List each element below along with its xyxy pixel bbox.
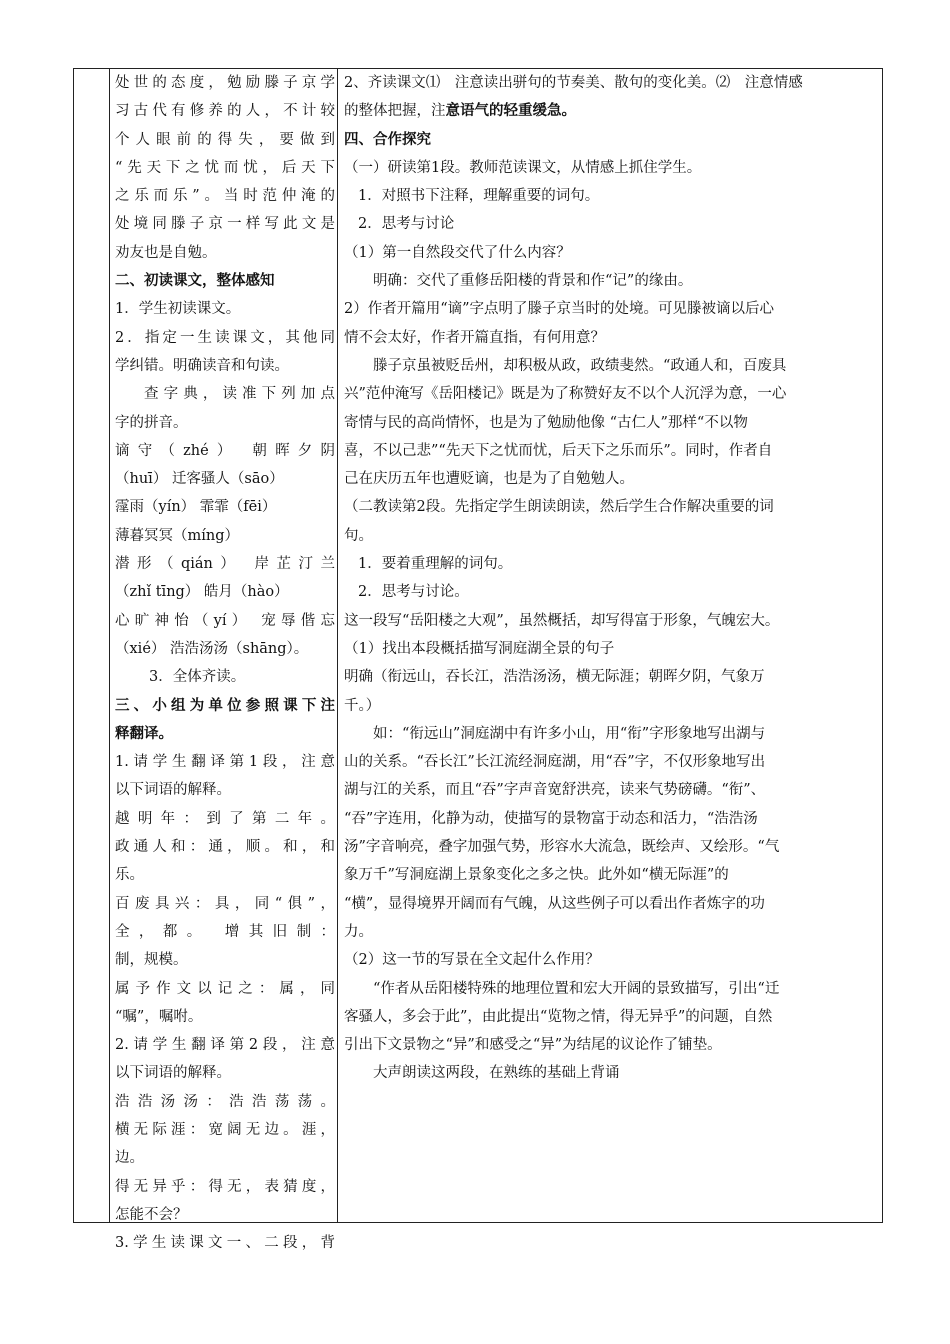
middle-column-line: 薄暮冥冥（míng） <box>115 527 240 544</box>
right-column-line: 湖与江的关系，而且“吞”字声音宽舒洪亮，读来气势磅礴。“衔”、 <box>344 782 766 799</box>
middle-column-line: 释翻译。 <box>115 724 173 742</box>
middle-column-line: （huī） 迁客骚人（sāo） <box>115 471 284 488</box>
middle-column-line: 边。 <box>115 1150 144 1167</box>
teaching-content-column <box>115 69 335 1252</box>
right-column-line: 己在庆历五年也遭贬谪，也是为了自勉勉人。 <box>344 471 634 488</box>
middle-column-line: 潜形（qián） 岸芷汀兰 <box>115 556 335 573</box>
right-column-line: 1．对照书下注释，理解重要的词句。 <box>358 188 600 205</box>
middle-column-line: 以下词语的解释。 <box>115 782 231 799</box>
right-column-line: 这一段写“岳阳楼之大观”，虽然概括，却写得富于形象，气魄宏大。 <box>344 612 780 629</box>
middle-column-line: 三、小组为单位参照课下注 <box>115 696 335 714</box>
middle-column-line: 怎能不会？ <box>115 1206 188 1223</box>
right-column-line: 明确：交代了重修岳阳楼的背景和作“记”的缘由。 <box>373 273 693 290</box>
middle-column-line: 1.请学生翻译第1段，注意 <box>115 754 335 771</box>
right-column-line: 1．要着重理解的词句。 <box>358 556 513 573</box>
right-column-line: （1）第一自然段交代了什么内容？ <box>344 244 571 261</box>
middle-column-line: 1．学生初读课文。 <box>115 301 241 318</box>
right-column-line: （二教读第2段。先指定学生朗读朗读，然后学生合作解决重要的词 <box>344 499 774 516</box>
middle-column-line: 习古代有修养的人，不计较 <box>115 103 335 120</box>
middle-column-line: “嘱”，嘱咐。 <box>115 1008 203 1025</box>
right-column-line: 滕子京虽被贬岳州，却积极从政，政绩斐然。“政通人和，百废具 <box>373 357 787 374</box>
right-column-line <box>344 97 879 125</box>
middle-column-line: 以下词语的解释。 <box>115 1065 231 1082</box>
middle-column-line: 谪守（zhé） 朝晖夕阴 <box>115 442 335 459</box>
column-divider-right <box>337 69 338 1222</box>
middle-column-line: 查字典，读准下列加点 <box>144 386 335 403</box>
middle-column-line: 浩浩汤汤：浩浩荡荡。 <box>115 1093 335 1110</box>
middle-column-line: 处境同滕子京一样写此文是 <box>115 216 335 233</box>
column-divider-left <box>109 69 110 1222</box>
right-column-line: “吞”字连用，化静为动，使描写的景物富于动态和活力，“浩浩汤 <box>344 810 758 827</box>
middle-column-line: 3．全体齐读。 <box>149 669 246 686</box>
right-column-line-emphasis: 意语气的轻重缓急。 <box>445 102 576 120</box>
middle-column-line: 之乐而乐”。当时范仲淹的 <box>115 188 335 205</box>
right-column-line: 2、齐读课文⑴ 注意读出骈句的节奏美、散句的变化美。⑵ 注意情感 <box>344 75 803 91</box>
right-column-line: （2）这一节的写景在全文起什么作用？ <box>344 952 600 969</box>
right-column-line: 喜，不以己悲”“先天下之忧而忧，后天下之乐而乐”。同时，作者自 <box>344 442 773 459</box>
right-column-line: 汤”字音响亮，叠字加强气势，形容水大流急，既绘声、又绘形。“气 <box>344 839 780 856</box>
middle-column-line: 霪雨（yín） 霏霏（fēi） <box>115 499 277 516</box>
right-column-line: 情不会太好，作者开篇直指，有何用意？ <box>344 329 605 346</box>
middle-column-line: 学纠错。明确读音和句读。 <box>115 357 289 374</box>
right-column-line: 力。 <box>344 923 373 940</box>
right-column-line: （一）研读第1段。教师范读课文，从情感上抓住学生。 <box>344 159 702 176</box>
right-column-line: 明确（衔远山，吞长江，浩浩汤汤，横无际涯；朝晖夕阴，气象万 <box>344 669 765 686</box>
right-column-line: 山的关系。“吞长江”长江流经洞庭湖，用“吞”字，不仅形象地写出 <box>344 754 766 771</box>
right-column-line: 四、合作探究 <box>344 130 431 148</box>
middle-column-line: 2.请学生翻译第2段，注意 <box>115 1037 335 1054</box>
right-column-line: 寄情与民的高尚情怀，也是为了勉励他像 “古仁人”那样“不以物 <box>344 414 748 431</box>
right-column-line: 客骚人，多会于此”，由此提出“览物之情，得无异乎”的问题，自然 <box>344 1008 773 1025</box>
right-column-line: 2．思考与讨论。 <box>358 584 469 601</box>
middle-column-line: 越明年：到了第二年。 <box>115 810 335 827</box>
teaching-process-column <box>344 69 879 1222</box>
middle-column-line: （zhǐ tīng） 皓月（hào） <box>115 584 289 601</box>
right-column-line: （1）找出本段概括描写洞庭湖全景的句子 <box>344 640 615 657</box>
middle-column-line: 处世的态度，勉励滕子京学 <box>115 75 335 91</box>
right-column-line: 引出下文景物之“异”和感受之“异”为结尾的议论作了铺垫。 <box>344 1037 722 1054</box>
middle-column-line: （xié） 浩浩汤汤（shāng）。 <box>115 640 309 657</box>
middle-column-line: 制，规模。 <box>115 952 188 969</box>
right-column-line: 象万千”写洞庭湖上景象变化之多之快。此外如“横无际涯”的 <box>344 867 729 884</box>
lesson-plan-table <box>73 68 883 1252</box>
middle-column-line: 百废具兴：具，同“俱”， <box>115 895 335 912</box>
right-column-line: 句。 <box>344 527 373 544</box>
middle-column-line: 二、初读课文，整体感知 <box>115 272 275 290</box>
right-column-line: 兴”范仲淹写《岳阳楼记》既是为了称赞好友不以个人沉浮为意，一心 <box>344 386 787 403</box>
middle-column-line: 2．指定一生读课文，其他同 <box>115 329 335 346</box>
right-column-line: 大声朗读这两段，在熟练的基础上背诵 <box>373 1065 620 1082</box>
middle-column-line: 个人眼前的得失，要做到 <box>115 131 335 148</box>
middle-column-line: 横无际涯：宽阔无边。涯， <box>115 1121 335 1138</box>
right-column-line: 千。） <box>344 697 381 714</box>
right-column-line: 2．思考与讨论 <box>358 216 455 233</box>
middle-column-line: 属予作文以记之：属，同 <box>115 980 335 997</box>
right-column-line: “作者从岳阳楼特殊的地理位置和宏大开阔的景致描写，引出“迁 <box>373 980 780 997</box>
middle-column-line: “先天下之忧而忧，后天下 <box>115 159 335 176</box>
middle-column-line: 政通人和：通，顺。和，和 <box>115 839 335 856</box>
middle-column-line: 乐。 <box>115 867 144 884</box>
middle-column-line: 全，都。 增其旧制： <box>115 923 335 940</box>
middle-column-line: 字的拼音。 <box>115 414 188 431</box>
middle-column-line: 劝友也是自勉。 <box>115 244 217 261</box>
right-column-line: 如：“衔远山”洞庭湖中有许多小山，用“衔”字形象地写出湖与 <box>373 725 766 742</box>
middle-column-line: 3.学生读课文一、二段，背 <box>115 1235 335 1252</box>
right-column-line: 2）作者开篇用“谪”字点明了滕子京当时的处境。可见滕被谪以后心 <box>344 301 775 318</box>
right-column-line-text: 的整体把握，注 <box>344 103 446 120</box>
middle-column-line: 得无异乎：得无，表猜度， <box>115 1178 335 1195</box>
middle-column-line: 心旷神怡（yí） 宠辱偕忘 <box>115 612 335 629</box>
right-column-line: “横”，显得境界开阔而有气魄，从这些例子可以看出作者炼字的功 <box>344 895 765 912</box>
